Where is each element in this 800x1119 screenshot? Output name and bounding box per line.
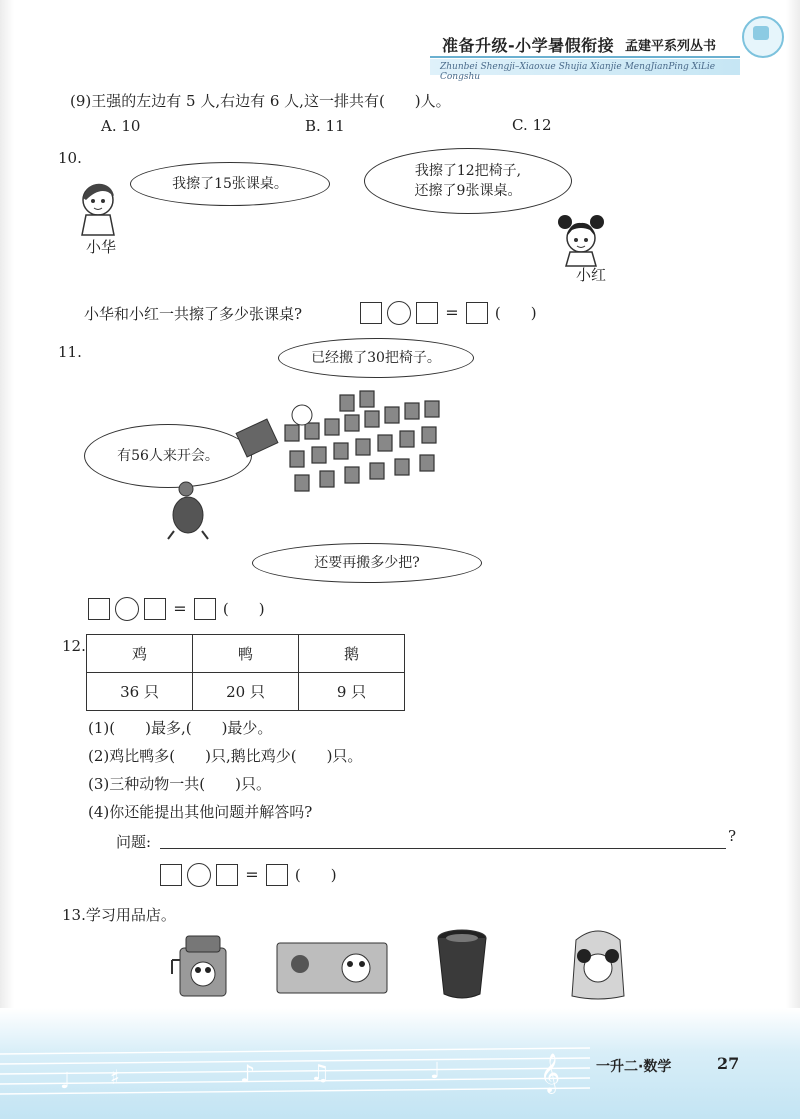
q9-option-b: B. 11 bbox=[305, 117, 345, 135]
q10-equation bbox=[360, 300, 537, 325]
page-number: 27 bbox=[717, 1054, 740, 1073]
q12-sub4: (4)你还能提出其他问题并解答吗? bbox=[88, 803, 313, 821]
table-header-row bbox=[87, 635, 405, 673]
result-box[interactable] bbox=[266, 864, 288, 886]
q12-sub2: (2)鸡比鸭多( )只,鹅比鸡少( )只。 bbox=[88, 747, 363, 765]
chairs-illustration bbox=[240, 385, 460, 500]
q9-option-a: A. 10 bbox=[101, 117, 141, 135]
answer-box[interactable] bbox=[216, 864, 238, 886]
table-cell: 20 只 bbox=[193, 673, 299, 711]
svg-text:♯: ♯ bbox=[110, 1065, 120, 1089]
answer-box[interactable] bbox=[360, 302, 382, 324]
header-pinyin: Zhunbei Shengji–Xiaoxue Shujia Xianjie MengJianPing XiLie Congshu bbox=[440, 62, 716, 82]
speech-text-xiaohua: 我擦了15张课桌。 bbox=[172, 176, 288, 192]
table-header: 鹅 bbox=[299, 635, 405, 673]
svg-text:𝄞: 𝄞 bbox=[540, 1053, 561, 1093]
speech-bubble-top bbox=[278, 338, 474, 378]
unit-blank: ( ) bbox=[222, 599, 265, 618]
book-title: 准备升级-小学暑假衔接 bbox=[442, 36, 615, 55]
question-label: 问题: bbox=[116, 833, 152, 851]
equals-sign: = bbox=[173, 598, 187, 618]
series-name: 孟建平系列丛书 bbox=[625, 39, 717, 54]
speech-text-xiaohong-2: 还擦了9张课桌。 bbox=[414, 183, 522, 199]
q12-number: 12. bbox=[62, 637, 86, 655]
q9-text: (9)王强的左边有 5 人,右边有 6 人,这一排共有( )人。 bbox=[70, 92, 451, 110]
svg-text:♪: ♪ bbox=[240, 1060, 256, 1088]
speech-bubble-xiaohua bbox=[130, 162, 330, 206]
question-input-line[interactable] bbox=[160, 848, 726, 849]
speech-text-top: 已经搬了30把椅子。 bbox=[311, 350, 441, 366]
name-xiaohong: 小红 bbox=[576, 266, 607, 284]
q13-title: 13.学习用品店。 bbox=[62, 906, 176, 924]
answer-box[interactable] bbox=[144, 598, 166, 620]
operator-circle[interactable] bbox=[187, 863, 211, 887]
backpack-icon bbox=[564, 922, 632, 1002]
answer-box[interactable] bbox=[416, 302, 438, 324]
result-box[interactable] bbox=[194, 598, 216, 620]
q9-option-c: C. 12 bbox=[512, 116, 552, 134]
table-row bbox=[87, 673, 405, 711]
q12-sub1: (1)( )最多,( )最少。 bbox=[88, 719, 273, 737]
animal-count-table bbox=[86, 634, 405, 711]
svg-text:♩: ♩ bbox=[430, 1059, 441, 1084]
q11-number: 11. bbox=[58, 343, 82, 361]
speech-bubble-bottom bbox=[252, 543, 482, 583]
equals-sign: = bbox=[245, 864, 259, 884]
pencil-sharpener-icon bbox=[170, 930, 232, 1002]
table-header: 鸡 bbox=[87, 635, 193, 673]
svg-text:♫: ♫ bbox=[310, 1061, 330, 1086]
speech-text-xiaohong-1: 我擦了12把椅子, bbox=[414, 163, 522, 179]
equals-sign: = bbox=[445, 302, 459, 322]
question-mark: ? bbox=[728, 827, 737, 845]
pen-holder-icon bbox=[434, 928, 490, 1004]
q12-sub3: (3)三种动物一共( )只。 bbox=[88, 775, 271, 793]
table-cell: 9 只 bbox=[299, 673, 405, 711]
unit-blank: ( ) bbox=[294, 865, 337, 884]
girl-figure bbox=[556, 214, 606, 266]
speech-text-bottom: 还要再搬多少把? bbox=[314, 555, 420, 571]
svg-text:♩: ♩ bbox=[60, 1069, 71, 1094]
table-cell: 36 只 bbox=[87, 673, 193, 711]
q10-number: 10. bbox=[58, 149, 82, 167]
unit-blank: ( ) bbox=[494, 303, 537, 322]
answer-box[interactable] bbox=[160, 864, 182, 886]
table-header: 鸭 bbox=[193, 635, 299, 673]
operator-circle[interactable] bbox=[115, 597, 139, 621]
porcupine-figure bbox=[162, 475, 216, 543]
header-rule bbox=[430, 56, 740, 58]
speech-bubble-xiaohong bbox=[364, 148, 572, 214]
q12-equation bbox=[160, 862, 337, 887]
music-staff-decoration bbox=[0, 1044, 800, 1104]
speech-text-left: 有56人来开会。 bbox=[117, 448, 219, 464]
name-xiaohua: 小华 bbox=[86, 238, 117, 256]
q10-question: 小华和小红一共擦了多少张课桌? bbox=[84, 305, 303, 323]
q11-equation bbox=[88, 596, 265, 621]
operator-circle[interactable] bbox=[387, 301, 411, 325]
boy-figure bbox=[76, 180, 126, 240]
answer-box[interactable] bbox=[88, 598, 110, 620]
result-box[interactable] bbox=[466, 302, 488, 324]
footer-grade-subject: 一升二·数学 bbox=[596, 1059, 672, 1075]
book-icon bbox=[753, 26, 769, 40]
pencil-case-icon bbox=[276, 942, 388, 994]
